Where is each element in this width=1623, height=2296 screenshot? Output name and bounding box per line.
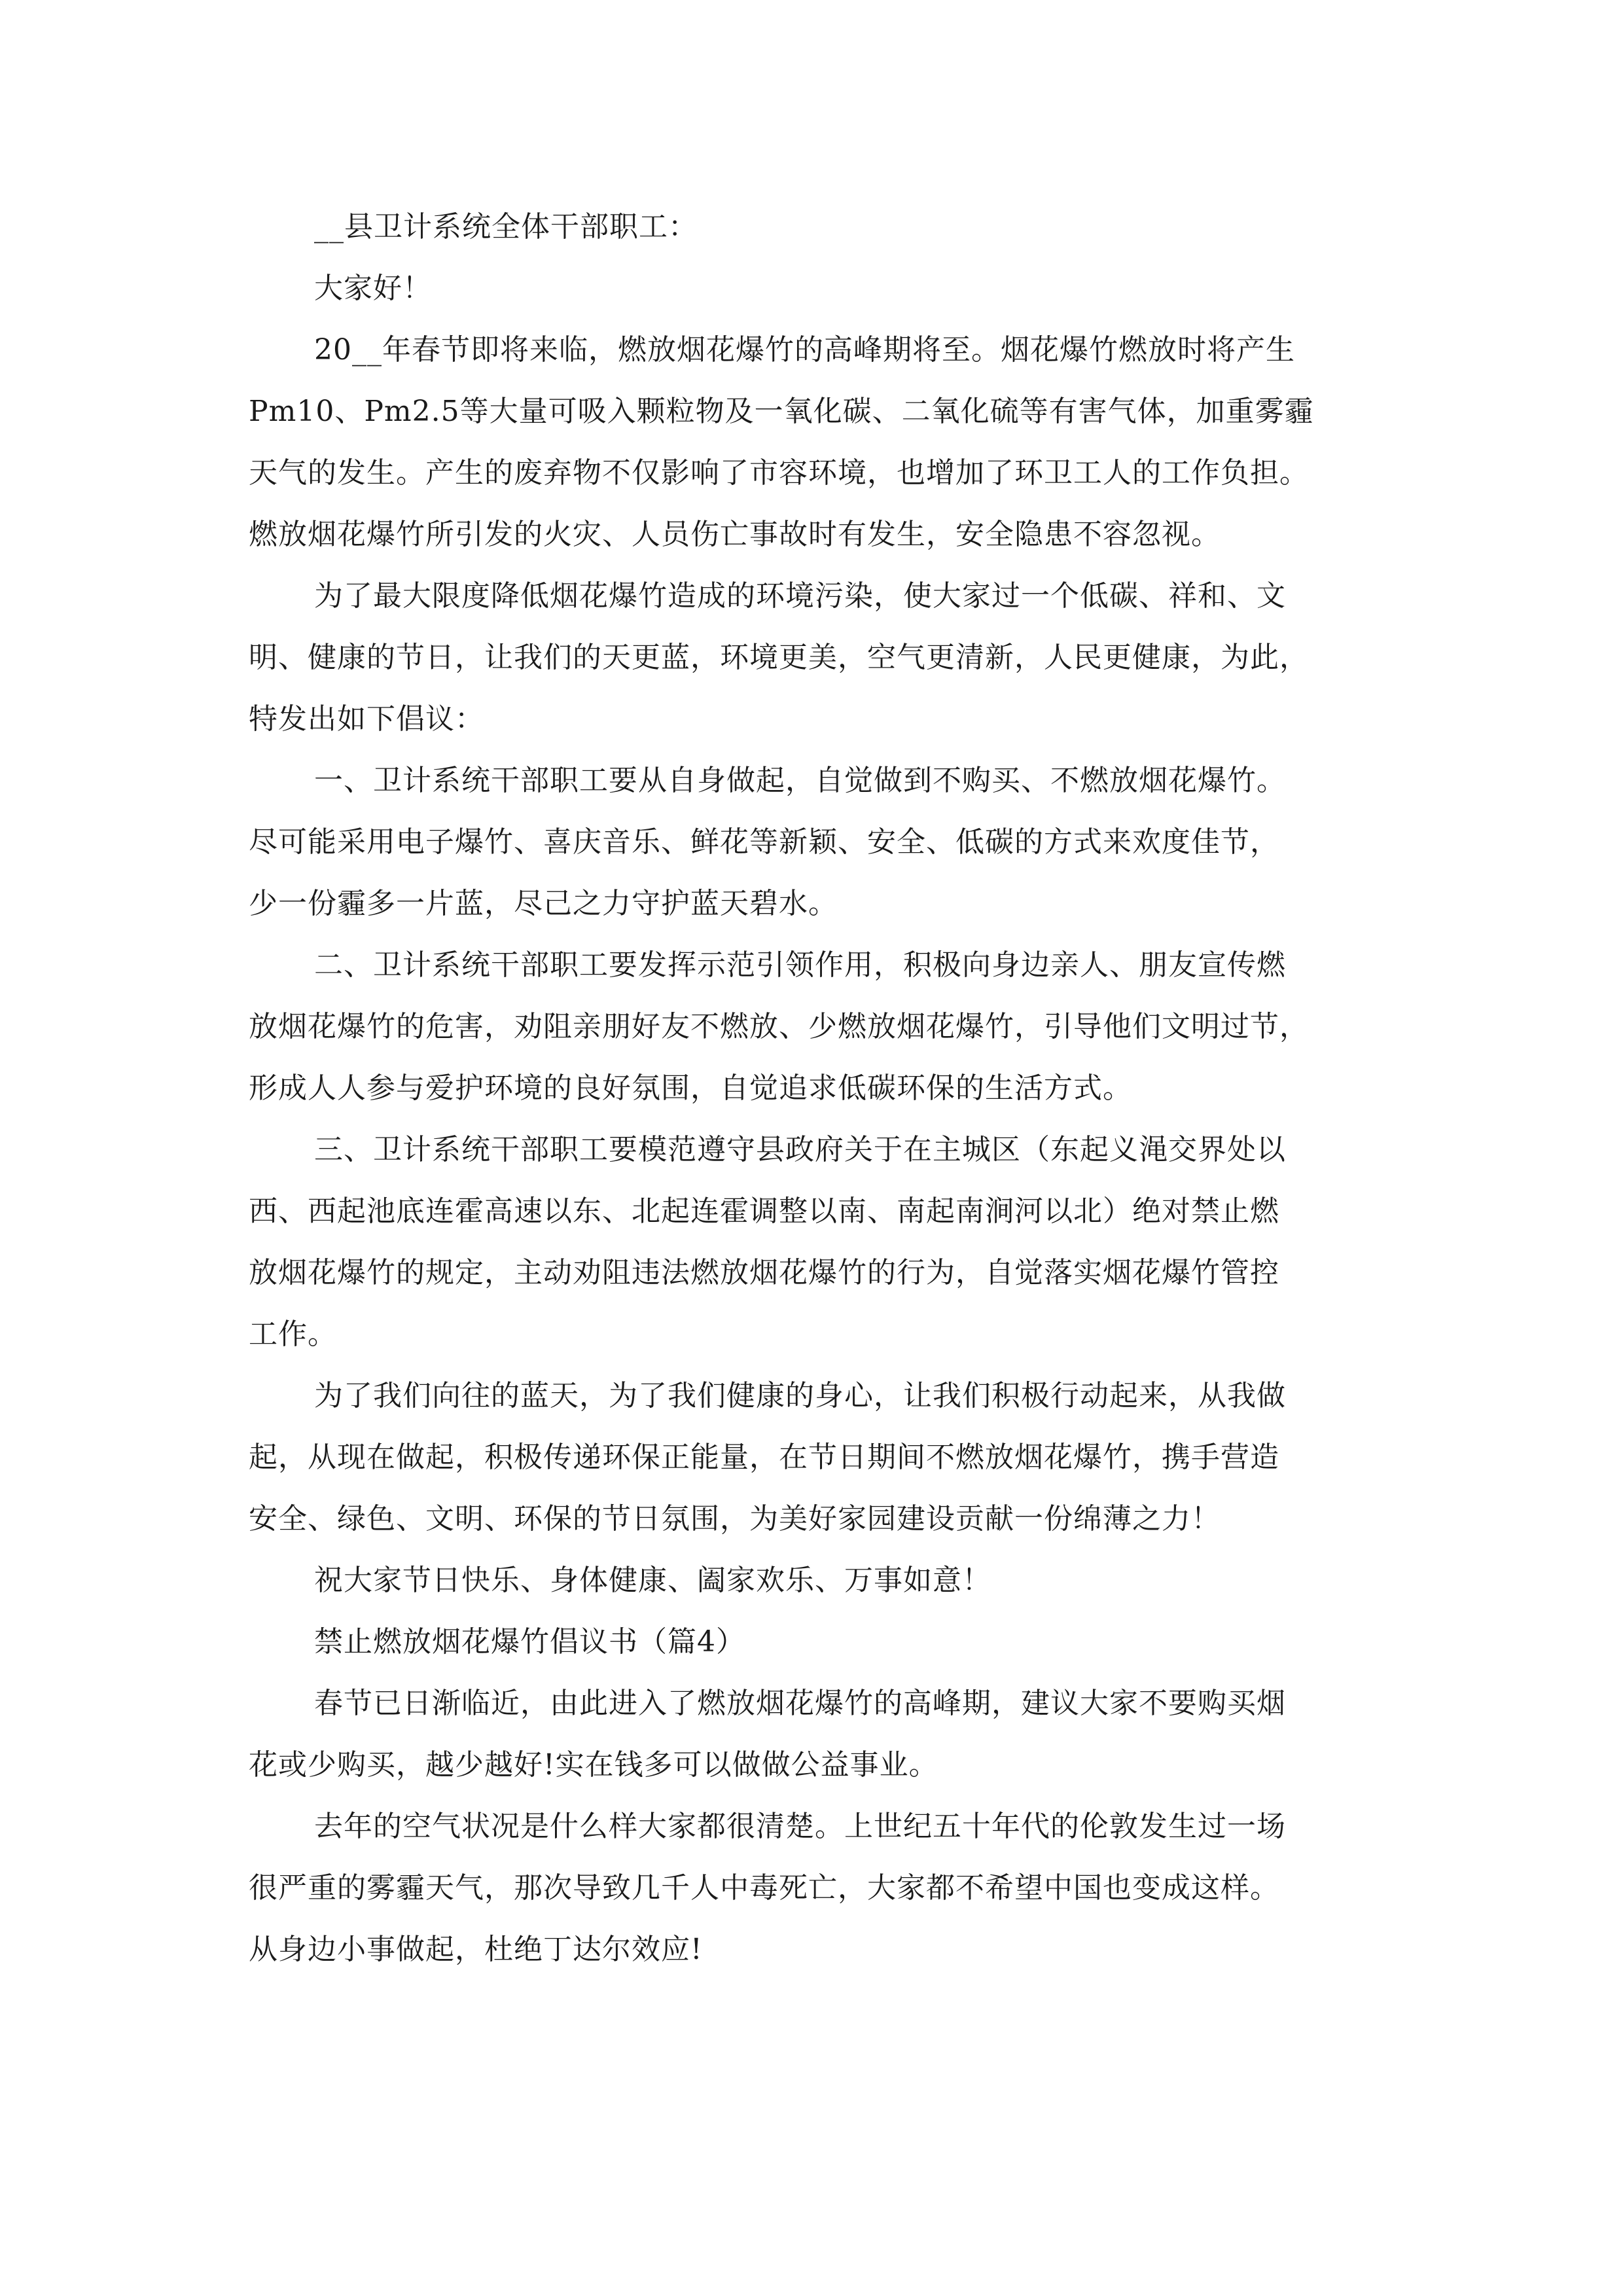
- text-line: 很严重的雾霾天气，那次导致几千人中毒死亡，大家都不希望中国也变成这样。: [249, 1871, 1279, 1905]
- text-line: 从身边小事做起，杜绝丁达尔效应!: [249, 1933, 703, 1966]
- text-line: 一、卫计系统干部职工要从自身做起，自觉做到不购买、不燃放烟花爆竹。: [314, 764, 1286, 797]
- text-line: 为了最大限度降低烟花爆竹造成的环境污染，使大家过一个低碳、祥和、文: [314, 579, 1286, 613]
- text-line: 三、卫计系统干部职工要模范遵守县政府关于在主城区（东起义渑交界处以: [314, 1133, 1286, 1166]
- section-heading: 禁止燃放烟花爆竹倡议书（篇4）: [314, 1625, 745, 1659]
- text-line: Pm10、Pm2.5等大量可吸入颗粒物及一氧化碳、二氧化硫等有害气体，加重雾霾: [249, 395, 1314, 428]
- text-line: 起，从现在做起，积极传递环保正能量，在节日期间不燃放烟花爆竹，携手营造: [249, 1441, 1279, 1474]
- text-line: 花或少购买，越少越好!实在钱多可以做做公益事业。: [249, 1748, 938, 1782]
- text-line: 明、健康的节日，让我们的天更蓝，环境更美，空气更清新，人民更健康，为此，: [249, 641, 1309, 674]
- text-line: 大家好！: [314, 272, 432, 305]
- text-line: 燃放烟花爆竹所引发的火灾、人员伤亡事故时有发生，安全隐患不容忽视。: [249, 518, 1221, 551]
- text-line: 安全、绿色、文明、环保的节日氛围，为美好家园建设贡献一份绵薄之力！: [249, 1502, 1221, 1535]
- text-line: __县卫计系统全体干部职工：: [314, 210, 698, 243]
- text-line: 二、卫计系统干部职工要发挥示范引领作用，积极向身边亲人、朋友宣传燃: [314, 948, 1286, 982]
- text-line: 西、西起池底连霍高速以东、北起连霍调整以南、南起南涧河以北）绝对禁止燃: [249, 1194, 1279, 1228]
- document-body: [249, 196, 1381, 1981]
- text-line: 春节已日渐临近，由此进入了燃放烟花爆竹的高峰期，建议大家不要购买烟: [314, 1687, 1286, 1720]
- text-line: 工作。: [249, 1318, 337, 1351]
- text-line: 祝大家节日快乐、身体健康、阖家欢乐、万事如意！: [314, 1564, 991, 1597]
- text-line: 少一份霾多一片蓝，尽己之力守护蓝天碧水。: [249, 887, 838, 920]
- text-line: 放烟花爆竹的危害，劝阻亲朋好友不燃放、少燃放烟花爆竹，引导他们文明过节，: [249, 1010, 1309, 1043]
- text-line: 放烟花爆竹的规定，主动劝阻违法燃放烟花爆竹的行为，自觉落实烟花爆竹管控: [249, 1256, 1279, 1289]
- text-line: 去年的空气状况是什么样大家都很清楚。上世纪五十年代的伦敦发生过一场: [314, 1810, 1286, 1843]
- text-line: 天气的发生。产生的废弃物不仅影响了市容环境，也增加了环卫工人的工作负担。: [249, 456, 1309, 490]
- text-line: 形成人人参与爱护环境的良好氛围，自觉追求低碳环保的生活方式。: [249, 1071, 1132, 1105]
- text-line: 尽可能采用电子爆竹、喜庆音乐、鲜花等新颖、安全、低碳的方式来欢度佳节，: [249, 825, 1279, 859]
- text-line: 特发出如下倡议：: [249, 702, 484, 736]
- text-line: 20__年春节即将来临，燃放烟花爆竹的高峰期将至。烟花爆竹燃放时将产生: [314, 333, 1295, 367]
- text-line: 为了我们向往的蓝天，为了我们健康的身心，让我们积极行动起来，从我做: [314, 1379, 1286, 1412]
